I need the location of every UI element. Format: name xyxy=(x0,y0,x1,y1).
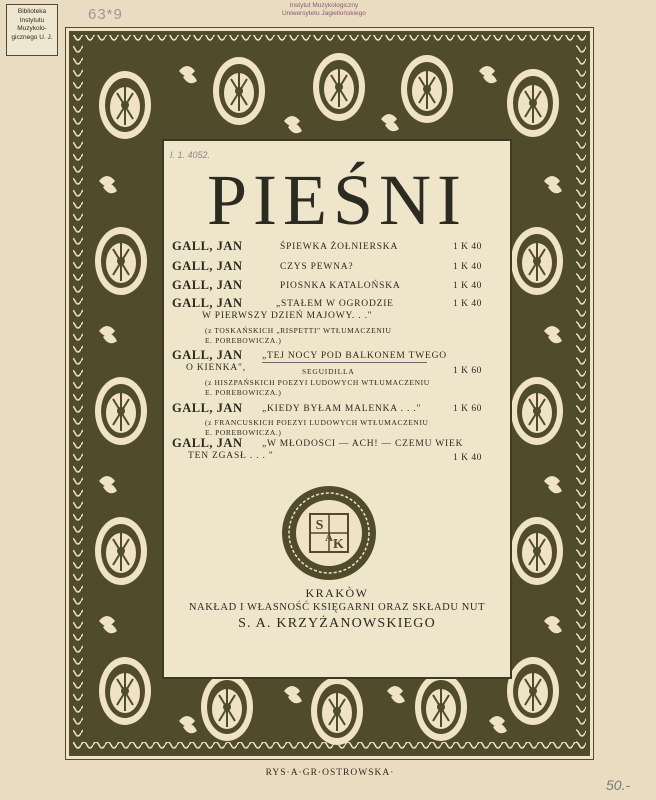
entry-price: 1 K 40 xyxy=(453,281,482,291)
entry-note: E. POREBOWICZA.) xyxy=(205,336,282,345)
entry-note: (z TOSKAŃSKICH „RISPETTI" WTŁUMACZENIU xyxy=(205,326,392,335)
entry-song-title: „TEJ NOCY POD BALKONEM TWEGO xyxy=(262,351,447,361)
entry-price: 1 K 40 xyxy=(453,453,482,463)
pencil-underline xyxy=(262,362,427,363)
entry-composer: GALL, JAN xyxy=(172,259,243,273)
library-stamp-line: Instytutu xyxy=(19,16,45,24)
imprint-publisher: S. A. KRZYŻANOWSKIEGO xyxy=(238,616,436,631)
entry-song-title-continued: TEN ZGASŁ . . . " xyxy=(188,451,274,461)
entry-price: 1 K 60 xyxy=(453,366,482,376)
entry-song-title: „W MŁODOSCI — ACH! — CZEMU WIEK xyxy=(262,439,464,449)
page-title: PIEŚNI xyxy=(206,160,467,240)
entry-song-title: PIOSNKA KATALOŃSKA xyxy=(280,281,401,291)
entry-composer: GALL, JAN xyxy=(172,278,243,292)
artist-credit: RYS·A·GR·OSTROWSKA· xyxy=(265,768,395,778)
shelf-number: 63*9 xyxy=(88,6,123,23)
entry-song-title: CZYS PEWNA? xyxy=(280,262,354,272)
entry-price: 1 K 60 xyxy=(453,404,482,414)
entry-song-title: ŚPIEWKA ŻOŁNIERSKA xyxy=(280,242,399,252)
library-stamp-line: gicznego U. J. xyxy=(11,33,53,41)
library-stamp-line: Muzykolo- xyxy=(17,25,47,32)
entry-composer: GALL, JAN xyxy=(172,296,243,310)
entry-song-title-continued: O KIENKA", xyxy=(186,363,246,373)
entry-composer: GALL, JAN xyxy=(172,436,243,450)
entry-composer: GALL, JAN xyxy=(172,401,243,415)
entry-song-title: „KIEDY BYŁAM MALENKA . . ." xyxy=(262,404,422,414)
library-stamp-line: Biblioteka xyxy=(17,8,47,15)
publisher-mark-icon xyxy=(280,484,378,582)
institute-stamp xyxy=(282,2,366,18)
library-stamp xyxy=(6,4,58,56)
publisher-mark-letter: K xyxy=(333,537,344,552)
entry-price: 1 K 40 xyxy=(453,242,482,252)
imprint-city: KRAKÒW xyxy=(305,586,369,600)
entry-song-title: „STAŁEM W OGRODZIE xyxy=(276,299,394,309)
pencil-inventory-number: I. 1. 4052. xyxy=(170,150,211,160)
entry-song-title-continued: W PIERWSZY DZIEŃ MAJOWY. . ." xyxy=(202,311,373,321)
publisher-mark-letter: A xyxy=(325,532,333,544)
institute-stamp-line: Instytut Muzykologiczny xyxy=(289,2,359,9)
entry-price: 1 K 40 xyxy=(453,299,482,309)
entry-subtitle: SEGUIDILLA xyxy=(302,367,355,376)
entry-composer: GALL, JAN xyxy=(172,348,243,362)
entry-note: E. POREBOWICZA.) xyxy=(205,388,282,397)
publisher-mark-letter: S xyxy=(315,518,324,533)
entry-price: 1 K 40 xyxy=(453,262,482,272)
institute-stamp-line: Uniwersytetu Jagiellońskiego xyxy=(282,10,366,17)
imprint-line: NAKŁAD I WŁASNOŚĆ KSIĘGARNI ORAZ SKŁADU NUT xyxy=(188,602,486,613)
entry-note: (z FRANCUSKICH POEZYI LUDOWYCH WTŁUMACZENIU xyxy=(205,418,429,427)
entry-note: (z HISZPAŃSKICH POEZYI LUDOWYCH WTŁUMACZENIU xyxy=(205,378,430,387)
entry-composer: GALL, JAN xyxy=(172,239,243,253)
pencil-price: 50.- xyxy=(606,777,631,793)
entry-note: E. POREBOWICZA.) xyxy=(205,428,282,437)
